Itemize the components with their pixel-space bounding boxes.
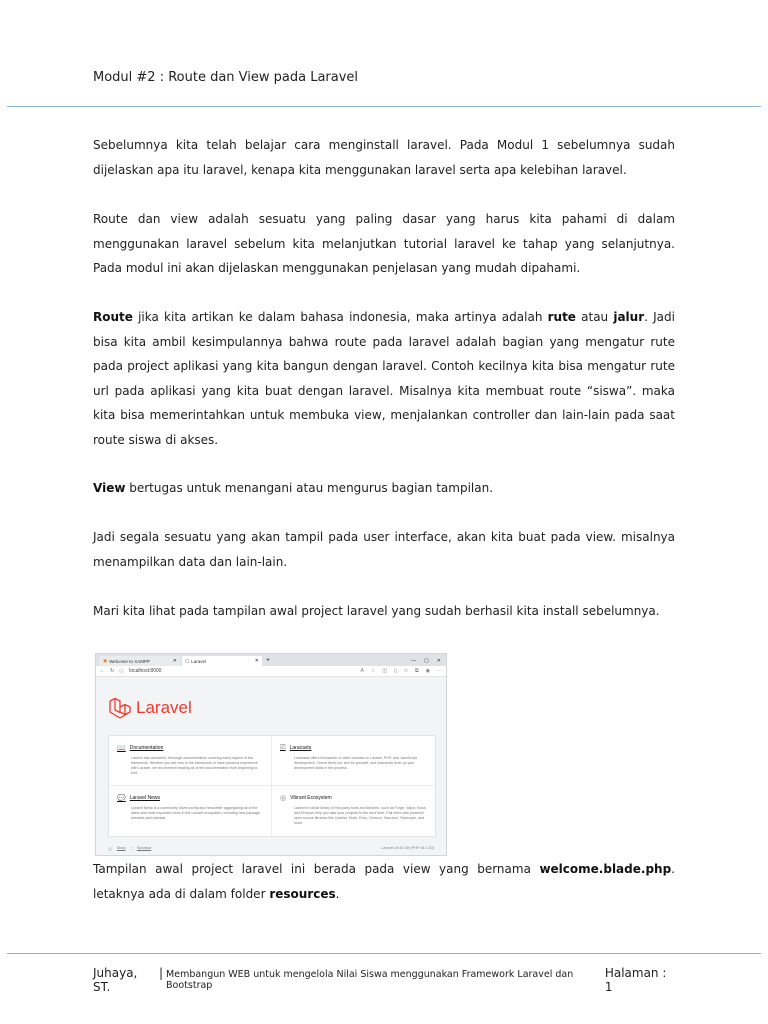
back-arrow-icon: ← xyxy=(100,668,105,674)
author-name: Juhaya, ST. xyxy=(93,966,138,994)
welcome-text-3: . xyxy=(335,886,340,901)
card-text: Laracasts offers thousands of video tutorials on Laravel, PHP, and JavaScript development. Check them out, see for yourself, and massively level up your development skills in the process. xyxy=(294,756,417,770)
address-bar xyxy=(96,666,446,677)
paragraph-intro-text: Sebelumnya kita telah belajar cara menginstall laravel. Pada Modul 1 sebelumnya sudah dijelaskan apa itu laravel, kenapa kita menggunakan laravel serta apa kelebihan laravel. xyxy=(93,138,675,177)
address-bar-icons xyxy=(361,668,442,674)
card-header xyxy=(280,794,429,802)
footer-links xyxy=(108,846,151,851)
favorites-icon: ✩ xyxy=(403,668,409,674)
page-footer xyxy=(93,966,675,994)
paragraph-view-definition xyxy=(93,476,675,501)
laravel-welcome-screenshot xyxy=(95,653,447,856)
welcome-text-2: . letaknya ada di dalam folder xyxy=(93,862,675,901)
term-jalur: jalur xyxy=(613,310,645,324)
paragraph-route-text xyxy=(93,305,675,452)
paragraph-screenshot-intro xyxy=(93,599,675,624)
card-header xyxy=(117,744,265,752)
book-icon: 📖 xyxy=(117,745,126,752)
card-header xyxy=(280,744,429,752)
chat-bubble-icon: 💬 xyxy=(117,795,126,802)
more-icon: ⋯ xyxy=(437,668,442,674)
browser-tab-xampp xyxy=(100,656,180,666)
laravel-wordmark: Laravel xyxy=(136,698,192,717)
footer-divider xyxy=(7,953,761,954)
footer-separator: | xyxy=(158,966,164,980)
sponsor-link: Sponsor xyxy=(137,846,152,850)
reload-icon: ↻ xyxy=(110,668,115,674)
url-text: localhost:8000 xyxy=(129,668,162,674)
laravel-page-footer xyxy=(108,846,434,851)
info-icon: ⓘ xyxy=(119,668,125,675)
card-laracasts xyxy=(272,736,435,786)
laravel-logo-icon xyxy=(108,697,132,719)
paragraph-view-text xyxy=(93,476,675,501)
card-title: Vibrant Ecosystem xyxy=(290,795,332,801)
folder-name: resources xyxy=(269,886,336,901)
cart-icon: 🛒 xyxy=(108,847,113,851)
profile-icon: ◉ xyxy=(425,668,430,674)
collections-icon: ⧉ xyxy=(415,668,419,674)
shop-link: Shop xyxy=(116,846,126,850)
term-route: Route xyxy=(93,310,133,324)
version-text: Laravel v8.52.48 (PHP v8.0.30) xyxy=(381,846,434,850)
term-view: View xyxy=(93,481,126,495)
term-rute: rute xyxy=(547,310,576,324)
footer-subtitle: Membangun WEB untuk mengelola Nilai Siswa menggunakan Framework Laravel dan Bootstrap xyxy=(166,969,574,991)
card-documentation xyxy=(109,736,272,786)
card-header xyxy=(117,794,265,802)
card-title: Laracasts xyxy=(289,745,312,751)
card-text: Laravel has wonderful, thorough documentation covering every aspect of the framework. Whether you are new to the framework or have previous experience with Laravel, we recommend reading all of the documentation from beginning to end. xyxy=(131,756,258,775)
route-text-1: jika kita artikan ke dalam bahasa indonesia, maka artinya adalah xyxy=(132,310,548,324)
header-divider xyxy=(7,106,761,107)
browser-tab-bar xyxy=(96,654,446,666)
close-icon: ✕ xyxy=(172,658,177,664)
paragraph-route-view xyxy=(93,207,675,281)
route-text-3: . Jadi bisa kita ambil kesimpulannya bahwa route pada laravel adalah bagian yang mengatur rute pada project aplikasi yang kita bangun dengan laravel. Contoh kecilnya kita bisa mengatur rute url pada aplikasi yang kita buat dengan laravel. Misalnya kita membuat route “siswa”. maka kita bisa memerintahkan untuk membuka view, menjalankan controller dan lain-lain pada saat route siswa di akses. xyxy=(93,310,675,447)
paragraph-route-definition xyxy=(93,305,675,452)
new-tab-icon: + xyxy=(266,657,271,664)
page-number: Halaman : 1 xyxy=(604,966,667,994)
laravel-logo xyxy=(108,697,192,719)
card-text: Laravel News is a community driven portal and newsletter aggregating all of the latest and most important news in the Laravel ecosystem, including new package releases and tutorials. xyxy=(131,806,260,820)
minimize-icon: — xyxy=(411,658,417,664)
tab-label: Laravel xyxy=(191,658,207,664)
welcome-text-1: Tampilan awal project laravel ini berada pada view yang bernama xyxy=(93,862,540,876)
paragraph-user-interface-text: Jadi segala sesuatu yang akan tampil pada user interface, akan kita buat pada view. misalnya menampilkan data dan lain-lain. xyxy=(93,530,675,569)
star-icon: ☆ xyxy=(370,668,376,674)
card-title: Documentation xyxy=(129,745,164,751)
view-text: bertugas untuk menangani atau mengurus bagian tampilan. xyxy=(125,481,494,495)
route-text-2: atau xyxy=(575,310,614,324)
resource-cards xyxy=(108,735,436,837)
extension-icon: ◫ xyxy=(382,668,388,674)
laravel-page xyxy=(96,677,446,855)
video-camera-icon: ⎚ xyxy=(280,744,286,751)
paragraph-welcome-view-text xyxy=(93,857,675,906)
maximize-icon: ▢ xyxy=(424,658,429,664)
paragraph-intro xyxy=(93,133,675,182)
close-icon: ✕ xyxy=(254,658,259,664)
file-name: welcome.blade.php xyxy=(539,862,672,876)
card-vibrant-ecosystem xyxy=(272,786,435,836)
paragraph-welcome-view xyxy=(93,857,675,906)
card-laravel-news xyxy=(109,786,272,836)
split-screen-icon: ▯ xyxy=(394,668,397,674)
paragraph-screenshot-intro-text: Mari kita lihat pada tampilan awal project laravel yang sudah berhasil kita install sebelumnya. xyxy=(93,604,660,618)
browser-tab-laravel xyxy=(182,656,262,666)
paragraph-route-view-text: Route dan view adalah sesuatu yang paling dasar yang harus kita pahami di dalam menggunakan laravel sebelum kita melanjutkan tutorial laravel ke tahap yang selanjutnya. Pada modul ini akan dijelaskan menggunakan penjelasan yang mudah dipahami. xyxy=(93,212,675,275)
window-controls xyxy=(411,656,446,666)
read-aloud-icon: A xyxy=(360,668,364,674)
card-title: Laravel News xyxy=(129,795,161,801)
heart-icon: ♡ xyxy=(129,847,134,851)
tab-label: Welcome to XAMPP xyxy=(109,658,150,664)
paragraph-user-interface xyxy=(93,525,675,574)
document-title: Modul #2 : Route dan View pada Laravel xyxy=(93,70,359,85)
globe-icon: ◎ xyxy=(280,795,287,802)
close-icon: ✕ xyxy=(436,658,441,664)
xampp-favicon-icon: ▣ xyxy=(103,658,108,663)
card-text: Laravel's robust library of first-party tools and libraries, such as Forge, Vapor, Nova, and Envoyer help you take your projects to the next level. Pair them with powerful open source libraries like Cashier, Dusk, Echo, Horizon, Sanctum, Telescope, and more. xyxy=(294,806,427,825)
page-icon: ▢ xyxy=(185,658,190,663)
